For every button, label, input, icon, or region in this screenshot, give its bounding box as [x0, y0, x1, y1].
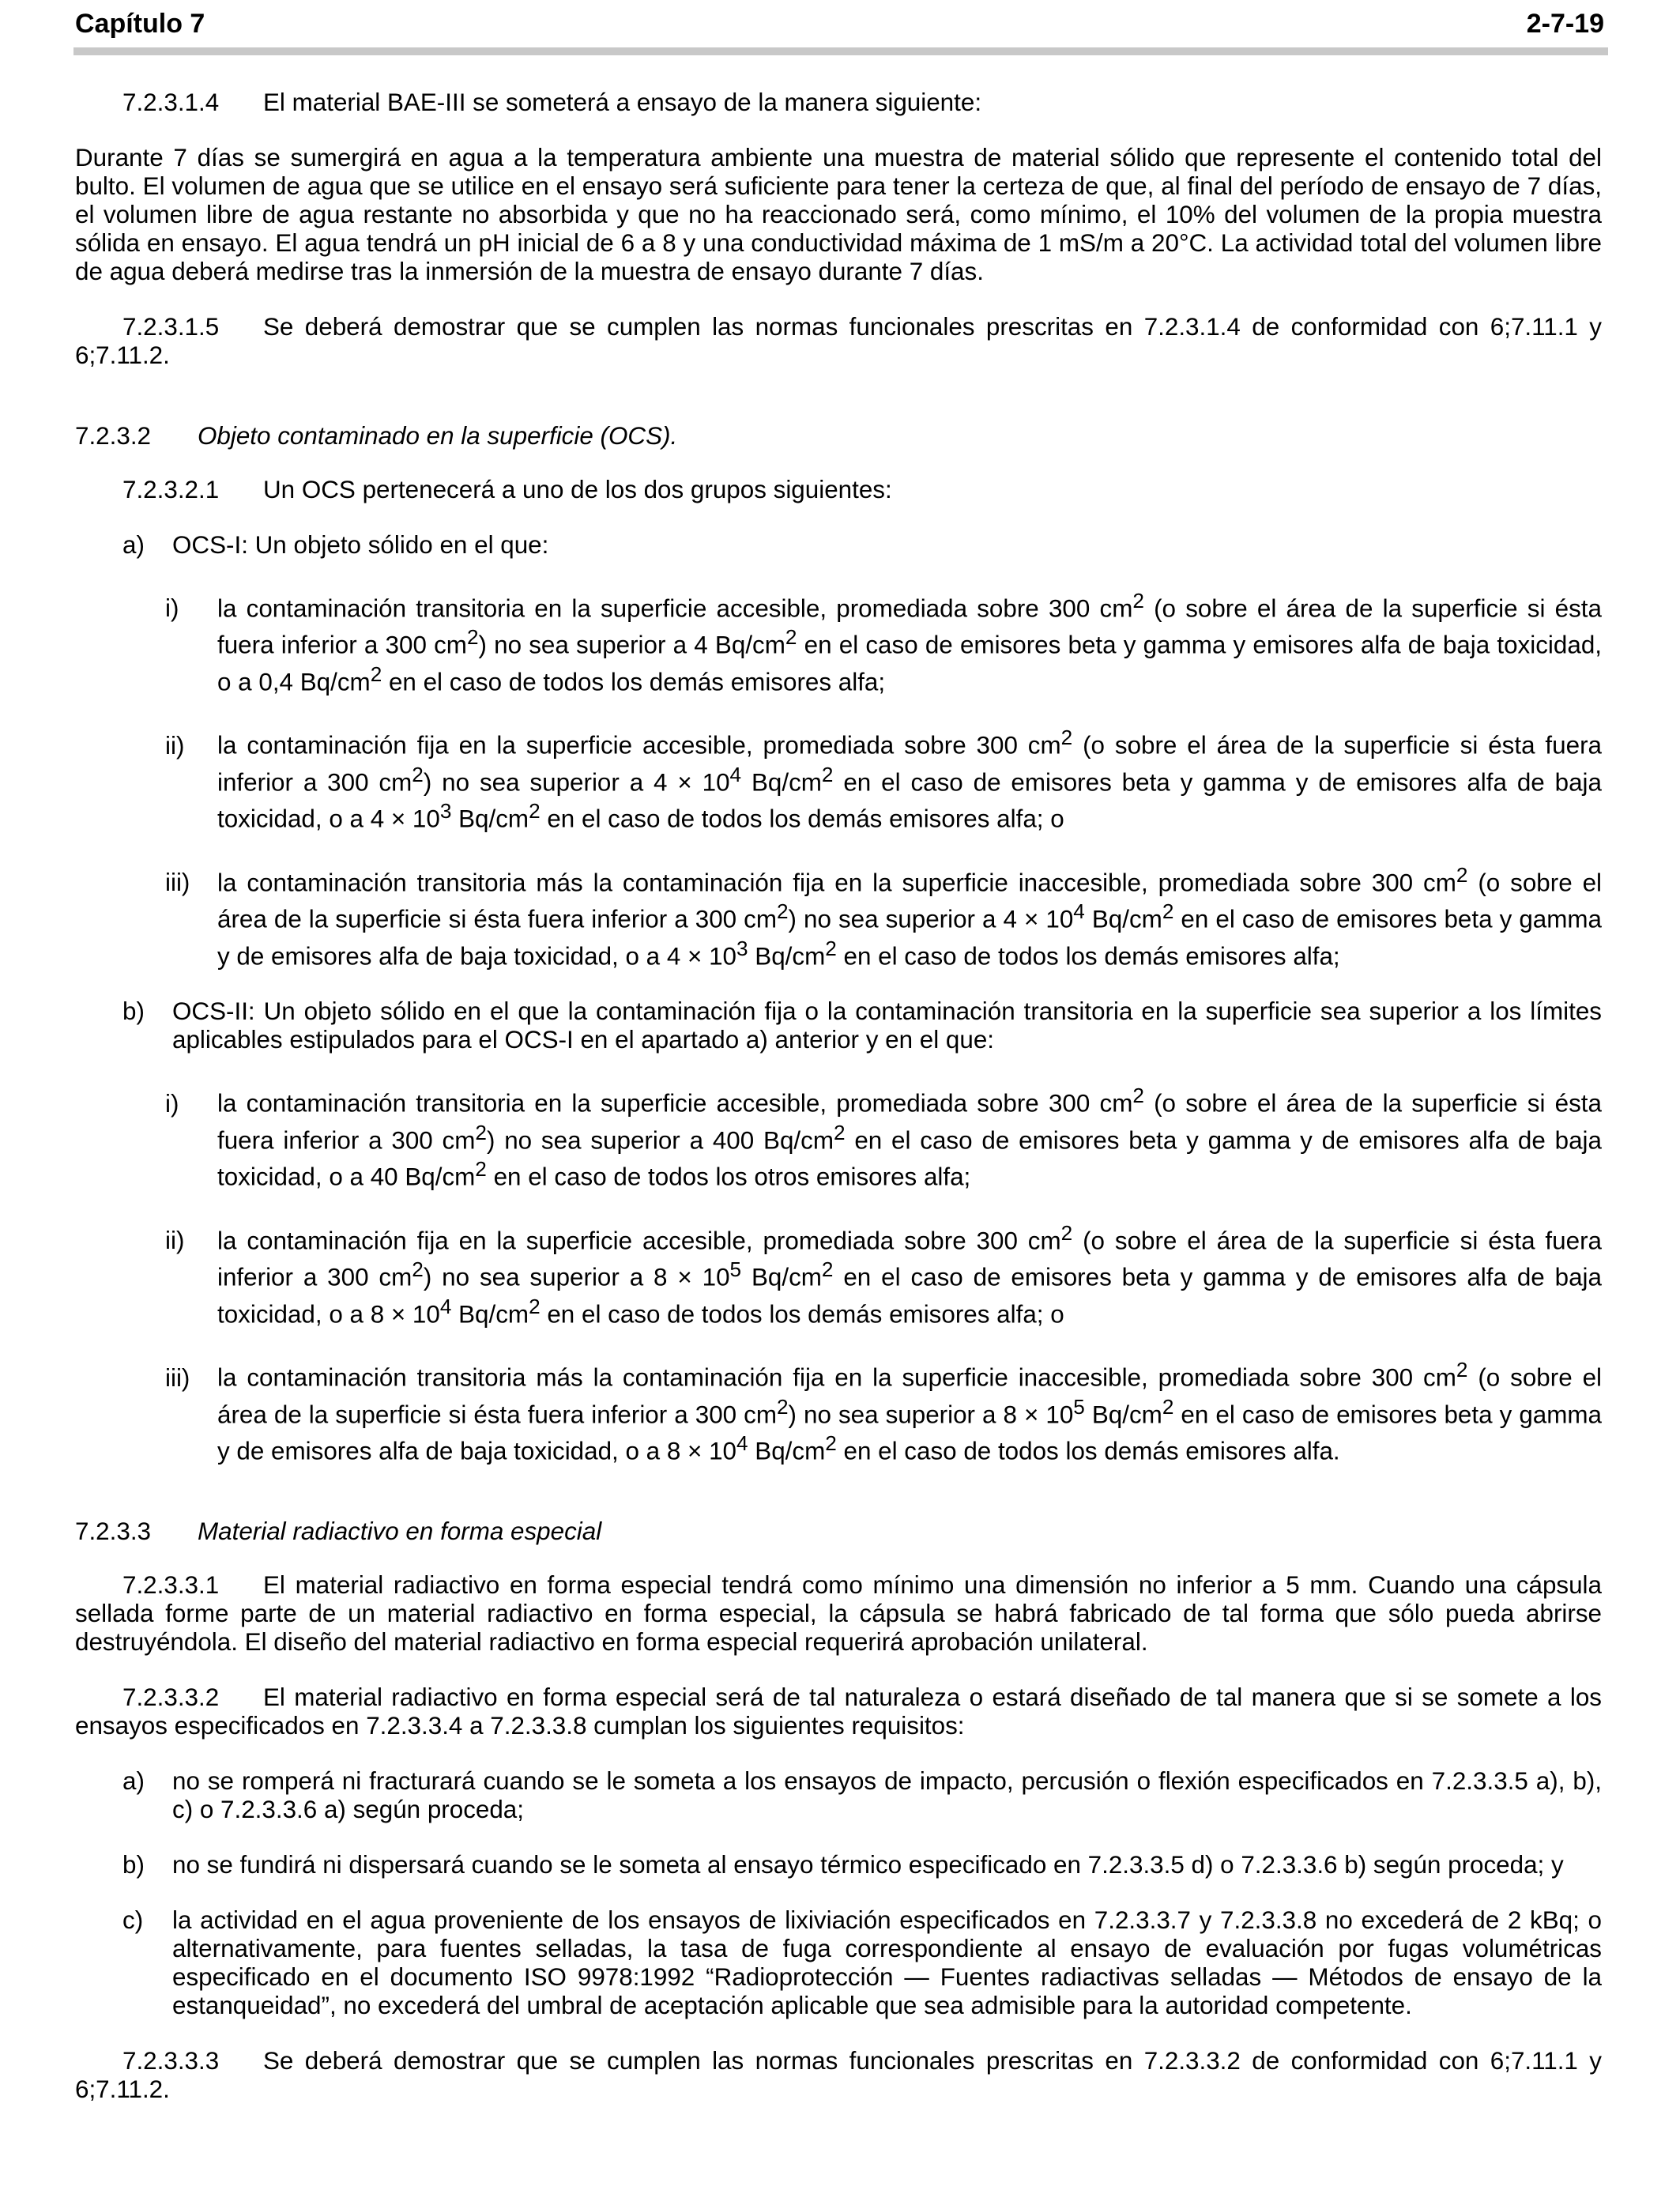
paragraph-text: El material radiactivo en forma especial será de tal naturaleza o estará diseñado de tal manera que si se somete a los ensayos especificados en 7.2.3.3.4 a 7.2.3.3.8 cumplan los siguientes requisitos: — [75, 1683, 1602, 1740]
page-number: 2-7-19 — [1526, 8, 1604, 39]
item-text: la actividad en el agua proveniente de los ensayos de lixiviación especificados en 7.2.3.3.7 y 7.2.3.3.8 no excederá de 2 kBq; o alternativamente, para fuentes selladas, la tasa de fuga correspondiente al ensayo de evaluación por fugas volumétricas especificado en el documento ISO 9978:1992 “Radioprotección — Fuentes radiactivas selladas — Métodos de ensayo de la estanqueidad”, no excederá del umbral de aceptación aplicable que sea admisible para la autoridad competente. — [172, 1906, 1602, 2020]
section-number: 7.2.3.3.2 — [122, 1683, 220, 1712]
list-item-b-iii: iii) la contaminación transitoria más la contaminación fija en la superficie inaccesible, promediada sobre 300 $cm^2$ (o sobre el área de la superficie si ésta fuera inferior a 300 $cm^2$) no sea superior a $8 \times 10^5$ $Bq/cm^2$ en el caso de emisores beta y gamma y de emisores alfa de baja toxicidad, o a $8 \times 10^4$ $Bq/cm^2$ en el caso de todos los demás emisores alfa. — [165, 1358, 1603, 1465]
paragraph-body: Durante 7 días se sumergirá en agua a la temperatura ambiente una muestra de material sólido que represente el contenido total del bulto. El volumen de agua que se utilice en el ensayo será suficiente para tener la certeza de que, al final del período de ensayo de 7 días, el volumen libre de agua restante no absorbida y que no ha reaccionado será, como mínimo, el 10% del volumen de la propia muestra sólida en ensayo. El agua tendrá un pH inicial de 6 a 8 y una conductividad máxima de 1 mS/m a 20°C. La actividad total del volumen libre de agua deberá medirse tras la inmersión de la muestra de ensayo durante 7 días. — [75, 144, 1602, 285]
section-number: 7.2.3.3.3 — [122, 2047, 220, 2075]
heading-title: Material radiactivo en forma especial — [198, 1517, 602, 1546]
paragraph-text: Se deberá demostrar que se cumplen las normas funcionales prescritas en 7.2.3.1.4 de conformidad con 6;7.11.1 y 6;7.11.2. — [75, 313, 1602, 369]
list-item-a-i: i) la contaminación transitoria en la superficie accesible, promediada sobre 300 $cm^2$ (o sobre el área de la superficie si ésta fuera inferior a 300 $cm^2$) no sea superior a 4 $Bq/cm^2$ en el caso de emisores beta y gamma y emisores alfa de baja toxicidad, o a 0,4 $Bq/cm^2$ en el caso de todos los demás emisores alfa; — [165, 589, 1602, 696]
item-label: c) — [122, 1906, 144, 1935]
item-label: ii) — [165, 731, 185, 760]
item-label: b) — [122, 1851, 145, 1879]
item-label: iii) — [165, 1363, 190, 1392]
item-label: b) — [122, 997, 145, 1026]
heading-7-2-3-3 — [75, 1517, 1602, 1546]
chapter-label: Capítulo 7 — [75, 8, 205, 39]
section-number: 7.2.3.2.1 — [122, 476, 220, 503]
paragraph-text: Un OCS pertenecerá a uno de los dos grupos siguientes: — [263, 476, 892, 503]
paragraph-7-2-3-3-3 — [75, 2047, 1602, 2104]
list-item-a — [122, 531, 1602, 560]
heading-number: 7.2.3.3 — [75, 1517, 151, 1546]
page-header — [75, 3, 1604, 44]
item-label: a) — [122, 531, 145, 559]
requirement-a — [122, 1767, 1602, 1824]
section-number: 7.2.3.3.1 — [122, 1571, 220, 1600]
list-item-a-ii: ii) la contaminación fija en la superficie accesible, promediada sobre 300 $cm^2$ (o sobre el área de la superficie si ésta fuera inferior a 300 $cm^2$) no sea superior a $4 \times 10^4$ $Bq/cm^2$ en el caso de emisores beta y gamma y de emisores alfa de baja toxicidad, o a $4 \times 10^3$ $Bq/cm^2$ en el caso de todos los demás emisores alfa; o — [165, 726, 1602, 833]
paragraph-text: El material radiactivo en forma especial tendrá como mínimo una dimensión no inferior a 5 mm. Cuando una cápsula sellada forme parte de un material radiactivo en forma especial, la cápsula se habrá fabricado de tal forma que sólo pueda abrirse destruyéndola. El diseño del material radiactivo en forma especial requerirá aprobación unilateral. — [75, 1571, 1602, 1657]
document-body — [75, 89, 1602, 2131]
item-label: ii) — [165, 1227, 185, 1255]
paragraph-7-2-3-2-1 — [75, 476, 1602, 504]
heading-number: 7.2.3.2 — [75, 422, 151, 450]
item-text: no se fundirá ni dispersará cuando se le someta al ensayo térmico especificado en 7.2.3.3.5 d) o 7.2.3.3.6 b) según proceda; y — [172, 1851, 1564, 1879]
list-item-b — [122, 997, 1602, 1054]
list-item-b-ii: ii) la contaminación fija en la superficie accesible, promediada sobre 300 $cm^2$ (o sobre el área de la superficie si ésta fuera inferior a 300 $cm^2$) no sea superior a $8 \times 10^5$ $Bq/cm^2$ en el caso de emisores beta y gamma y de emisores alfa de baja toxicidad, o a $8 \times 10^4$ $Bq/cm^2$ en el caso de todos los demás emisores alfa; o — [165, 1220, 1602, 1329]
paragraph-text: El material BAE-III se someterá a ensayo de la manera siguiente: — [263, 89, 982, 116]
paragraph-7-2-3-1-5 — [75, 313, 1602, 370]
item-label: i) — [165, 1089, 179, 1118]
list-item-b-i: i) la contaminación transitoria en la superficie accesible, promediada sobre 300 $cm^2$ (o sobre el área de la superficie si ésta fuera inferior a 300 $cm^2$) no sea superior a 400 $Bq/cm^2$ en el caso de emisores beta y gamma y de emisores alfa de baja toxicidad, o a 40 $Bq/cm^2$ en el caso de todos los otros emisores alfa; — [165, 1084, 1602, 1191]
item-label: a) — [122, 1767, 145, 1796]
paragraph-7-2-3-3-1 — [75, 1571, 1602, 1657]
item-text: OCS-I: Un objeto sólido en el que: — [172, 531, 549, 559]
list-item-a-iii: iii) la contaminación transitoria más la contaminación fija en la superficie inaccesible, promediada sobre 300 $cm^2$ (o sobre el área de la superficie si ésta fuera inferior a 300 $cm^2$) no sea superior a $4 \times 10^4$ $Bq/cm^2$ en el caso de emisores beta y gamma y de emisores alfa de baja toxicidad, o a $4 \times 10^3$ $Bq/cm^2$ en el caso de todos los demás emisores alfa; — [165, 862, 1603, 971]
section-number: 7.2.3.1.4 — [122, 89, 220, 116]
heading-title: Objeto contaminado en la superficie (OCS). — [198, 422, 678, 450]
requirement-c — [122, 1906, 1602, 2020]
item-text: no se romperá ni fracturará cuando se le someta a los ensayos de impacto, percusión o flexión especificados en 7.2.3.3.5 a), b), c) o 7.2.3.3.6 a) según proceda; — [172, 1767, 1602, 1824]
requirement-b — [122, 1851, 1602, 1879]
paragraph-7-2-3-1-4 — [75, 89, 1602, 117]
paragraph-7-2-3-3-2 — [75, 1683, 1602, 1740]
item-text: OCS-II: Un objeto sólido en el que la contaminación fija o la contaminación transitoria en la superficie sea superior a los límites aplicables estipulados para el OCS-I en el apartado a) anterior y en el que: — [172, 997, 1602, 1054]
heading-7-2-3-2 — [75, 422, 1602, 450]
section-number: 7.2.3.1.5 — [122, 313, 220, 341]
item-label: i) — [165, 594, 179, 623]
paragraph-text: Se deberá demostrar que se cumplen las normas funcionales prescritas en 7.2.3.3.2 de conformidad con 6;7.11.1 y 6;7.11.2. — [75, 2047, 1602, 2104]
header-rule — [73, 47, 1608, 55]
item-label: iii) — [165, 869, 190, 897]
